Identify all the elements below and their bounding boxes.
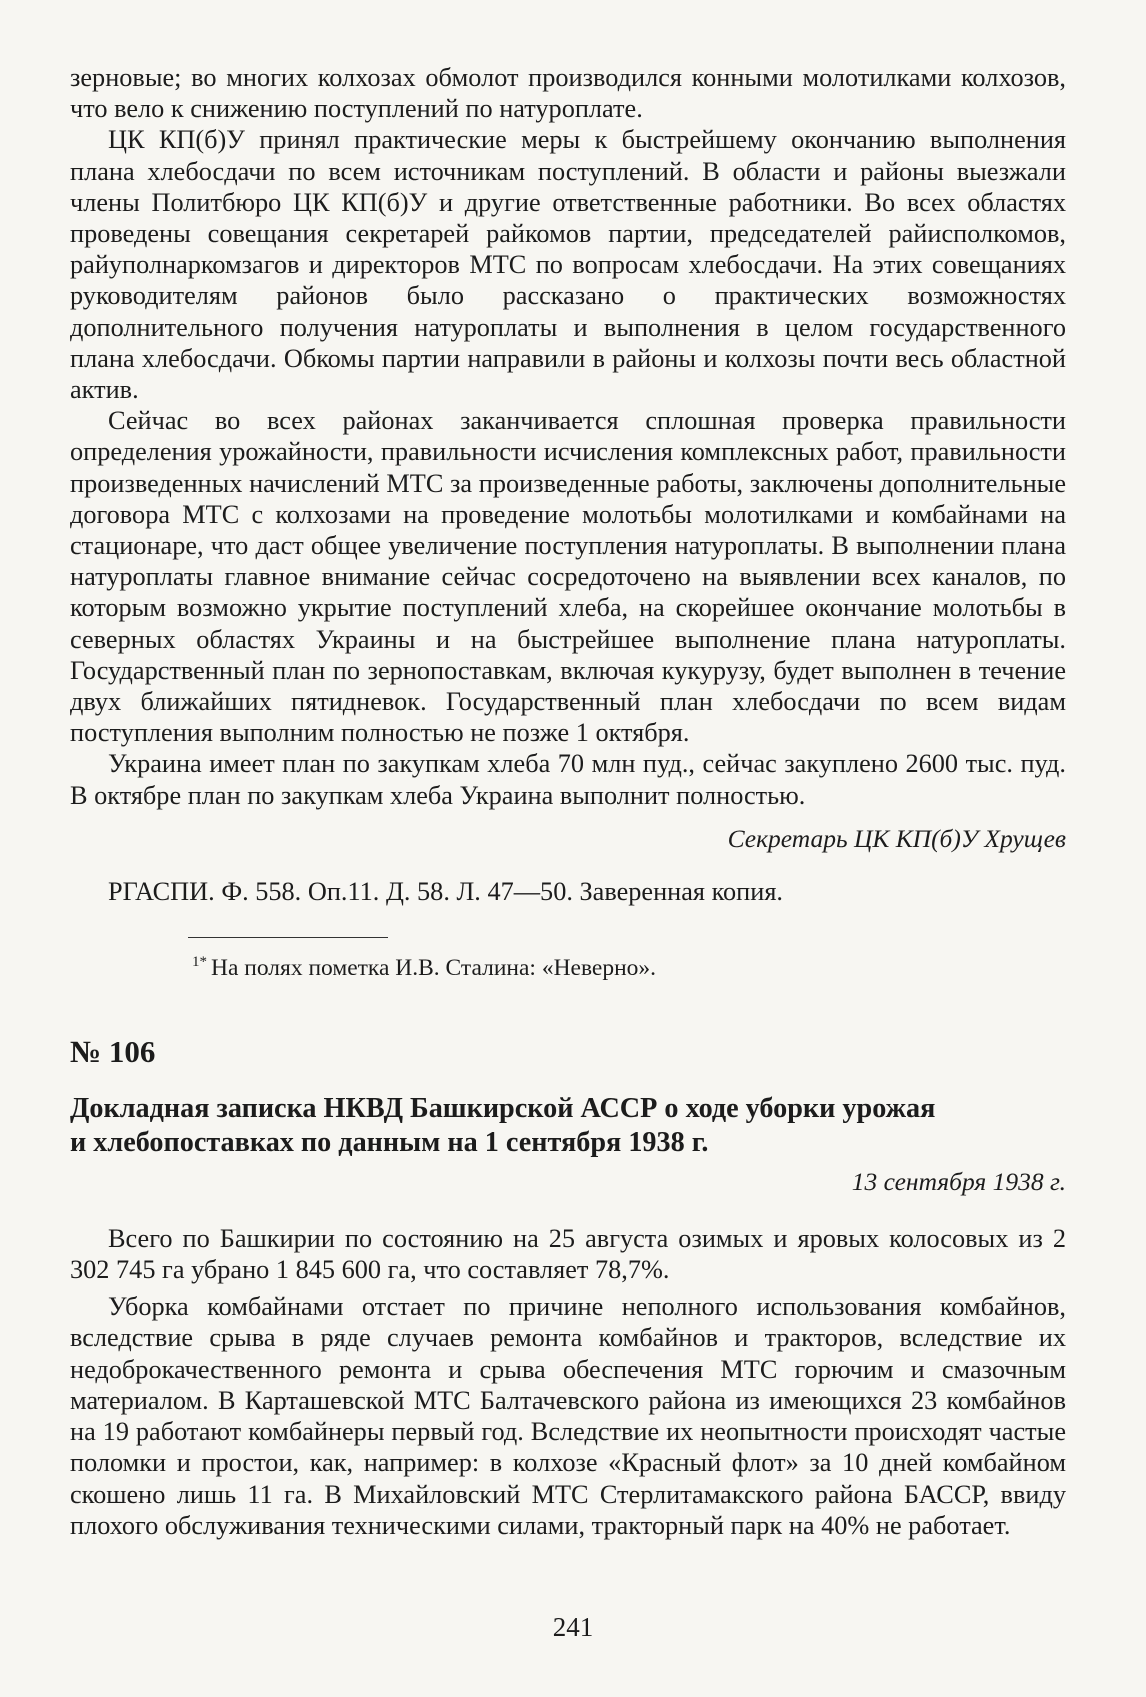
footnote-text: На полях пометка И.В. Сталина: «Неверно». [211,954,657,981]
document-number: № 106 [70,1033,156,1069]
paragraph-procurement-plan: Украина имеет план по закупкам хлеба 70 млн пуд., сейчас закуплено 2600 тыс. пуд. В октябре план по закупкам хлеба Украина выполнит полностью. [70,749,1066,810]
document-date: 13 сентября 1938 г. [851,1166,1066,1196]
footnote [70,948,1066,982]
footnote-divider [188,937,388,938]
document-title [70,1092,1066,1160]
paragraph-party-measures: ЦК КП(б)У принял практические меры к быстрейшему окончанию выполнения плана хлебосдачи по всем источникам поступлений. В области и районы выезжали члены Политбюро ЦК КП(б)У и другие ответственные работники. Во всех областях проведены совещания секретарей райкомов партии, председателей райисполкомов, райуполнаркомзагов и директоров МТС по вопросам хлебосдачи. На этих совещаниях руководителям районов было рассказано о практических возможностях дополнительного получения натуроплаты и выполнения в целом государственного плана хлебосдачи. Обкомы партии направили в районы и колхозы почти весь областной актив. [70,125,1066,405]
paragraph-harvest-stats: Всего по Башкирии по состоянию на 25 августа озимых и яровых колосовых из 2 302 745 га убрано 1 845 600 га, что составляет 78,7%. [70,1223,1066,1285]
document-page [70,62,1066,1541]
document-title-line-2: и хлебопоставках по данным на 1 сентября 1938 г. [70,1126,709,1158]
archive-reference: РГАСПИ. Ф. 558. Оп.11. Д. 58. Л. 47—50. Заверенная копия. [108,876,783,906]
document-title-line-1: Докладная записка НКВД Башкирской АССР о ходе уборки урожая [70,1092,936,1124]
paragraph-grain-threshing: зерновые; во многих колхозах обмолот производился конными молотилками колхозов, что вело к снижению поступлений по натуроплате. [70,63,1066,124]
footnote-marker: 1* [192,953,207,970]
paragraph-combine-harvest: Уборка комбайнами отстает по причине неполного использования комбайнов, вследствие срыва в ряде случаев ремонта комбайнов и тракторов, вследствие их недоброкачественного ремонта и срыва обеспечения МТС горючим и смазочным материалом. В Карташевской МТС Балтачевского района из имеющихся 23 комбайнов на 19 работают комбайнеры первый год. Вследствие их неопытности происходят частые поломки и простои, как, например: в колхозе «Красный флот» за 10 дней комбайном скошено лишь 11 га. В Михайловский МТС Стерлитамакского района БАССР, ввиду плохого обслуживания техническими силами, тракторный парк на 40% не работает. [70,1292,1066,1540]
paragraph-verification: Сейчас во всех районах заканчивается сплошная проверка правильности определения урожайности, правильности исчисления комплексных работ, правильности произведенных начислений МТС за произведенные работы, заключены дополнительные договора МТС с колхозами на проведение молотьбы молотилками и комбайнами на стационаре, что даст общее увеличение поступления натуроплаты. В выполнении плана натуроплаты главное внимание сейчас сосредоточено на выявлении всех каналов, по которым возможно укрытие поступлений хлеба, на скорейшее окончание молотьбы в северных областях Украины и на быстрейшее выполнение плана натуроплаты. Государственный план по зернопоставкам, включая кукурузу, будет выполнен в течение двух ближайших пятидневок. Государственный план хлебосдачи по всем видам поступления выполним полностью не позже 1 октября. [70,406,1066,748]
page-number: 241 [552,1612,594,1642]
signature: Секретарь ЦК КП(б)У Хрущев [727,823,1066,853]
